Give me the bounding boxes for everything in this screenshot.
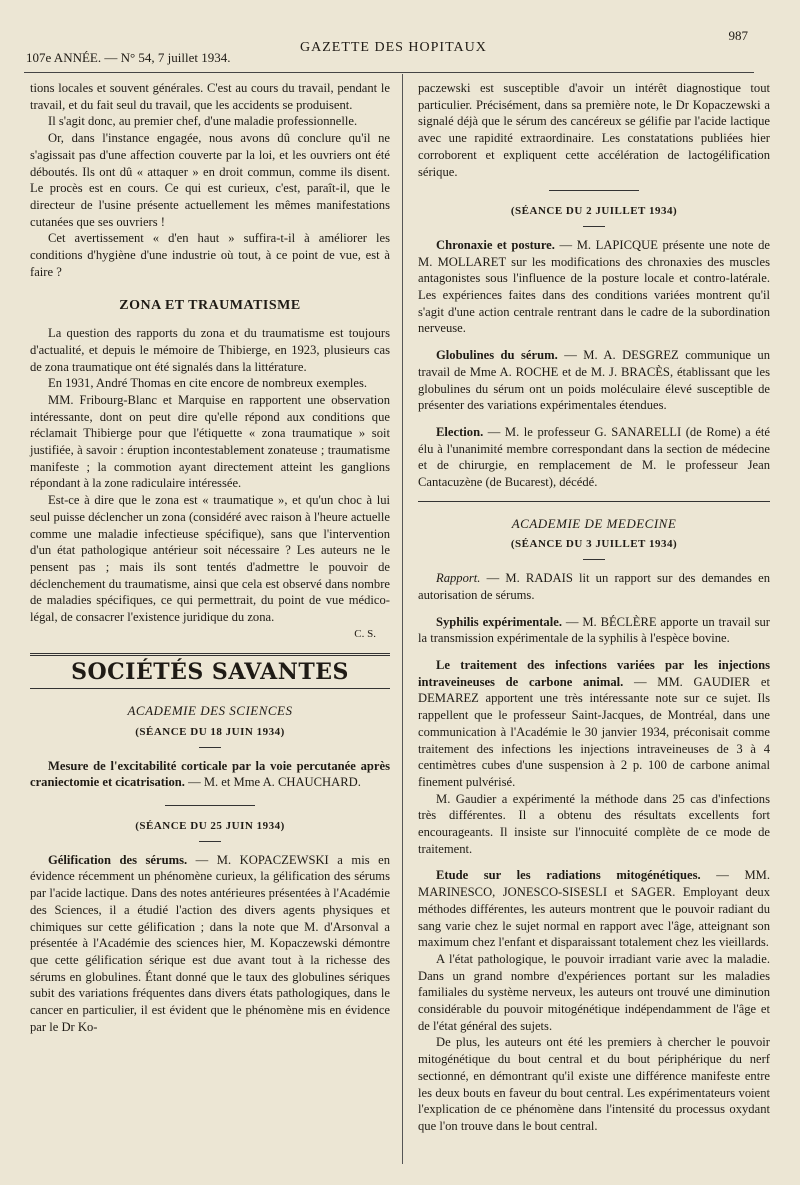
session-date: (SÉANCE DU 25 JUIN 1934) [135, 820, 285, 833]
paragraph [30, 852, 390, 1036]
paragraph [418, 424, 770, 491]
paragraph-heading: Gélification des sérums. [48, 852, 188, 867]
paragraph [418, 867, 770, 951]
paragraph-heading: Election. [436, 424, 484, 439]
paragraph [418, 237, 770, 337]
session-date: (SÉANCE DU 18 JUIN 1934) [135, 725, 285, 738]
paragraph: Or, dans l'instance engagée, nous avons dû conclure qu'il ne s'agissait pas d'une affection couverte par la loi, et les ouvriers ont été déboutés. Ils ont dû « attaquer » en droit commun, comme ils disent. Le procès est en cours. Ce qui est curieux, c'est, paraît-il, que le directeur de l'usine présente actuellement les mêmes manifestations cutanées que ses ouvriers ! [30, 131, 390, 229]
left-column [30, 80, 390, 1035]
paragraph-heading: Globulines du sérum. [436, 348, 558, 363]
rule [583, 559, 605, 560]
academy-name: ACADEMIE DES SCIENCES [127, 703, 293, 719]
right-column [418, 80, 770, 1135]
paragraph-text: — M. A. DESGREZ communique un travail de Mme A. ROCHE et de M. J. BRACÈS, établissant que les globulines du sérum ont un poids moléculaire élevé susceptible de présenter des variations expérimentales étendues. [418, 348, 771, 413]
paragraph-text: — M. LAPICQUE présente une note de M. MOLLARET sur les modifications des chronaxies des muscles antagonistes sous l'influence de la posture locale et contro-latérale. Les expériences faites dans des conditions variées montrent qu'il s'agit d'une action centrale rentrant dans le cadre de la subordination nerveuse. [418, 237, 770, 336]
paragraph: La question des rapports du zona et du traumatisme est toujours d'actualité, et depuis le mémoire de Thibierge, en 1923, plusieurs cas de zona traumatique ont été signalés dans la littérature. [30, 326, 390, 374]
paragraph [418, 657, 770, 791]
paragraph-heading: Mesure de l'excitabilité corticale par la voie percutanée après craniectomie et cicatrisation. [30, 758, 390, 790]
double-rule [30, 653, 390, 656]
paragraph: De plus, les auteurs ont été les premiers à chercher le pouvoir mitogénétique du bout central et du bout périphérique du nerf sectionné, en démontrant qu'il existe une différence manifeste entre les deux bouts en faveur du bout central. Les expérimentateurs voient l'explication de ce phénomène dans l'intensité du processus oxydant que l'on trouve dans le bout central. [418, 1035, 770, 1133]
paragraph-heading: Le traitement des infections variées par les injections intraveineuses de carbone animal. [418, 657, 770, 689]
column-divider [402, 74, 403, 1164]
page-number: 987 [728, 28, 748, 43]
paragraph: Cet avertissement « d'en haut » suffira-t-il à améliorer les conditions d'hygiène d'une industrie où tout, à ce point de vue, est à faire ? [30, 231, 390, 279]
journal-title: GAZETTE DES HOPITAUX [300, 40, 487, 55]
paragraph-text: — MM. GAUDIER et DEMAREZ apportent une très intéressante note sur ce sujet. Ils rappellent que le professeur Saint-Jacques, de Montréal, dans une communication à l'Académie le 30 janvier 1934, préconisait comme traitement des infections les injections intraveineuses de 3 à 4 centimètres cubes d'une suspension à 2 p. 100 de carbone animal finement pulvérisé. [418, 674, 770, 789]
societies-title: SOCIÉTÉS SAVANTES [71, 658, 349, 685]
rule [549, 190, 639, 191]
paragraph-text: — M. et Mme A. CHAUCHARD. [184, 775, 361, 790]
paragraph-heading: Syphilis expérimentale. [436, 614, 562, 629]
paragraph: M. Gaudier a expérimenté la méthode dans 25 cas d'infections très différentes. Il a obtenu des résultats excellents fort encourageants. Il insiste sur l'innocuité complète de ce mode de traitement. [418, 791, 770, 856]
section-title: ZONA ET TRAUMATISME [119, 298, 301, 314]
paragraph-text: — M. BÉCLÈRE apporte un travail sur la transmission expérimentale de la syphilis à l'espèce bovine. [418, 614, 770, 646]
paragraph [30, 758, 390, 791]
academy-name: ACADEMIE DE MEDECINE [511, 515, 677, 531]
header-rule [24, 72, 754, 73]
paragraph: En 1931, André Thomas en cite encore de nombreux exemples. [48, 376, 368, 391]
issue-info: 107e ANNÉE. — N° 54, 7 juillet 1934. [26, 50, 231, 65]
paragraph-heading: Etude sur les radiations mitogénétiques. [436, 868, 701, 883]
paragraph: paczewski est susceptible d'avoir un intérêt diagnostique tout particulier. Précisément, dans sa première note, le Dr Kopaczewski a signalé déjà que le sérum des cancéreux se gélifie par l'acide lactique avec une rapidité extraordinaire. Les constatations publiées hier corroborent et expliquent cette accélération de lactogélification sérique. [418, 81, 770, 179]
paragraph: MM. Fribourg-Blanc et Marquise en rapportent une observation intéressante, dont on peut dire qu'elle répond aux conditions que réclamait Thibierge pour que l'étiquette « zona traumatique » soit justifiée, à savoir : éruption incontestablement zonateuse ; traumatisme manifeste ; la commotion ayant directement atteint les ganglions répondant à la zone radiculaire intéressée. [30, 392, 390, 491]
rule [199, 841, 221, 842]
paragraph-text: — M. KOPACZEWSKI a mis en évidence récemment un phénomène curieux, la gélification des sérums par l'acide lactique. Dans des notes antérieures présentées à l'Académie des Sciences, il a étudié l'action des divers agents physiques et chimiques sur cette gélification ; dans la note que M. d'Arsonval a présentée à l'Académie des sciences hier, M. Kopaczewski démontre que cette gélification sérique est due avant tout à la richesse des sérums en globulines. Étant donné que le taux des globulines sériques subit des variations fréquentes dans divers états pathologiques, dans le cancer en particulier, il est évident que le phénomène mis en évidence par le Dr Ko- [30, 852, 391, 1034]
paragraph [418, 570, 770, 603]
rule [418, 501, 770, 502]
paragraph-text: — M. RADAIS lit un rapport sur des demandes en autorisation de sérums. [418, 571, 770, 602]
paragraph-text: — M. le professeur G. SANARELLI (de Rome) a été élu à l'unanimité membre correspondant dans la section de médecine et de chirurgie, en remplacement de M. le professeur Jean Cantacuzène (de Bucarest), décédé. [418, 424, 770, 490]
rule [30, 688, 390, 689]
rule [583, 226, 605, 227]
paragraph [418, 614, 770, 647]
paragraph: A l'état pathologique, le pouvoir irradiant varie avec la maladie. Dans un grand nombre d'expériences portant sur les maladies familiales du système nerveux, les auteurs ont trouvé une diminution considérable du pouvoir mitogénétique indépendamment de l'âge et de l'état général des sujets. [418, 951, 770, 1033]
paragraph-text: — MM. MARINESCO, JONESCO-SISESLI et SAGER. Employant deux méthodes différentes, les auteurs montrent que le pouvoir radiant du sang varie chez le sujet normal en rapport avec l'âge, atteignant son maximum chez l'enfant et disparaissant totalement chez les vieillards. [418, 868, 770, 950]
session-date: (SÉANCE DU 2 JUILLET 1934) [510, 205, 678, 218]
paragraph-heading: Chronaxie et posture. [436, 237, 555, 252]
paragraph: tions locales et souvent générales. C'est au cours du travail, pendant le travail, et du fait seul du travail, que les accidents se produisent. [30, 81, 390, 112]
paragraph: Il s'agit donc, au premier chef, d'une maladie professionnelle. [48, 114, 358, 129]
rule [165, 805, 255, 806]
paragraph [418, 347, 770, 414]
paragraph: Est-ce à dire que le zona est « traumatique », et qu'un choc à lui seul puisse déclencher un zona (considéré avec raison à l'heure actuelle comme une maladie infectieuse spécifique), sans que l'intervention d'un état pathologique antérieur soit nécessaire ? Les auteurs ne le pensent pas ; mais ils sont tentés d'admettre le pouvoir de déclenchement du traumatisme, ainsi que cela est observé dans nombre de maladies spécifiques, ce qui permettrait, du point de vue médico-légal, de consacrer l'existence juridique du zona. [30, 493, 390, 625]
author-initials: C. S. [354, 627, 376, 640]
paragraph-heading: Rapport. [436, 571, 481, 586]
rule [199, 747, 221, 748]
session-date: (SÉANCE DU 3 JUILLET 1934) [510, 538, 678, 551]
